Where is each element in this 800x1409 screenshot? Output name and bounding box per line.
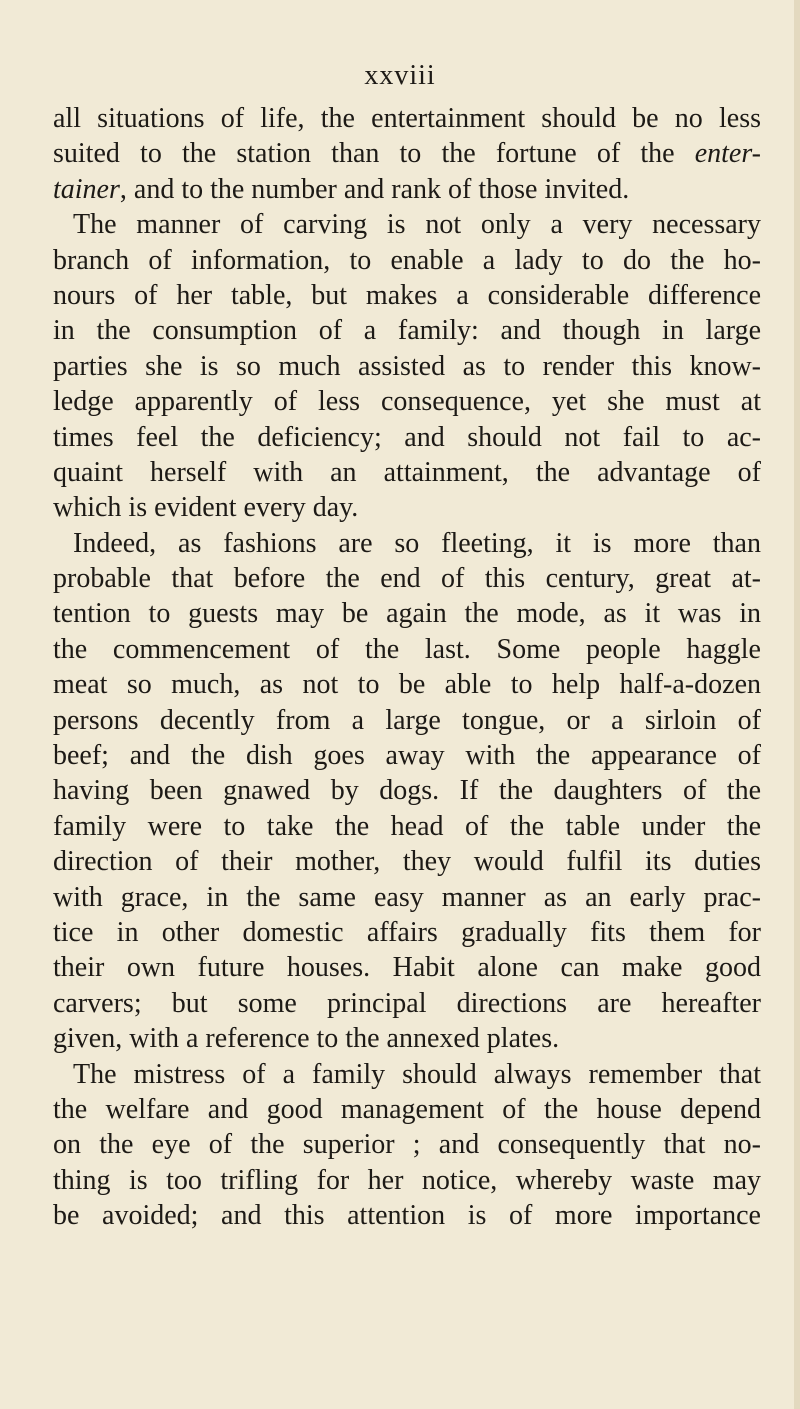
text-run: with grace, in the same easy manner as an early prac- — [53, 881, 761, 913]
text-run: which is evident every day. — [53, 492, 359, 524]
text-line — [53, 455, 761, 490]
text-line — [53, 773, 761, 808]
text-run: times feel the deficiency; and should not fail to ac- — [53, 421, 761, 453]
text-run: tention to guests may be again the mode, as it was in — [53, 598, 761, 630]
text-line — [53, 207, 761, 242]
text-run: their own future houses. Habit alone can make good — [53, 952, 761, 984]
text-line — [53, 561, 761, 596]
text-line — [53, 1021, 761, 1056]
text-run: The manner of carving is not only a very necessary — [73, 209, 761, 241]
text-run: on the eye of the superior ; and consequently that no- — [53, 1129, 761, 1161]
text-run: direction of their mother, they would fulfil its duties — [53, 846, 761, 878]
text-line — [53, 880, 761, 915]
text-run: meat so much, as not to be able to help half-a-dozen — [53, 669, 761, 701]
text-run: Indeed, as fashions are so fleeting, it is more than — [73, 527, 761, 559]
text-run: nours of her table, but makes a considerable difference — [53, 279, 761, 311]
text-line — [53, 136, 761, 171]
text-run: in the consumption of a family: and though in large — [53, 315, 761, 347]
text-line — [53, 349, 761, 384]
text-run: suited to the station than to the fortune of the — [53, 138, 695, 170]
text-line — [53, 526, 761, 561]
page-edge — [794, 0, 800, 1409]
text-run: the commencement of the last. Some people haggle — [53, 633, 761, 665]
body-text — [53, 101, 761, 1234]
text-line — [53, 172, 761, 207]
text-line — [53, 950, 761, 985]
text-line — [53, 809, 761, 844]
text-run: The mistress of a family should always remember that — [73, 1058, 761, 1090]
text-line — [53, 1127, 761, 1162]
text-run: parties she is so much assisted as to render this know- — [53, 350, 761, 382]
text-line — [53, 490, 761, 525]
text-line — [53, 1198, 761, 1233]
text-line — [53, 1163, 761, 1198]
italic-text: enter- — [694, 138, 761, 170]
text-run: family were to take the head of the table under the — [53, 810, 761, 842]
italic-text: tainer — [53, 173, 120, 205]
text-line — [53, 1092, 761, 1127]
text-run: ledge apparently of less consequence, yet she must at — [53, 386, 761, 418]
text-run: beef; and the dish goes away with the appearance of — [53, 740, 761, 772]
text-line — [53, 986, 761, 1021]
text-line — [53, 703, 761, 738]
text-run: carvers; but some principal directions are hereafter — [53, 987, 761, 1019]
text-line — [53, 101, 761, 136]
text-line — [53, 278, 761, 313]
text-run: having been gnawed by dogs. If the daughters of the — [53, 775, 761, 807]
text-line — [53, 915, 761, 950]
text-line — [53, 738, 761, 773]
page-number: xxviii — [364, 60, 436, 91]
text-line — [53, 384, 761, 419]
text-line — [53, 243, 761, 278]
text-line — [53, 420, 761, 455]
text-line — [53, 632, 761, 667]
text-run: quaint herself with an attainment, the advantage of — [53, 456, 761, 488]
text-line — [53, 1057, 761, 1092]
text-run: , and to the number and rank of those invited. — [119, 173, 630, 205]
text-run: branch of information, to enable a lady to do the ho- — [53, 244, 761, 276]
text-run: be avoided; and this attention is of more importance — [53, 1200, 761, 1232]
text-run: probable that before the end of this century, great at- — [53, 563, 761, 595]
text-line — [53, 596, 761, 631]
text-line — [53, 667, 761, 702]
text-run: all situations of life, the entertainment should be no less — [53, 103, 761, 134]
text-line — [53, 844, 761, 879]
text-run: the welfare and good management of the house depend — [53, 1093, 761, 1125]
text-run: thing is too trifling for her notice, whereby waste may — [53, 1164, 761, 1196]
text-run: persons decently from a large tongue, or a sirloin of — [53, 704, 761, 736]
text-run: given, with a reference to the annexed plates. — [53, 1023, 560, 1055]
text-line — [53, 313, 761, 348]
text-run: tice in other domestic affairs gradually fits them for — [53, 916, 761, 948]
